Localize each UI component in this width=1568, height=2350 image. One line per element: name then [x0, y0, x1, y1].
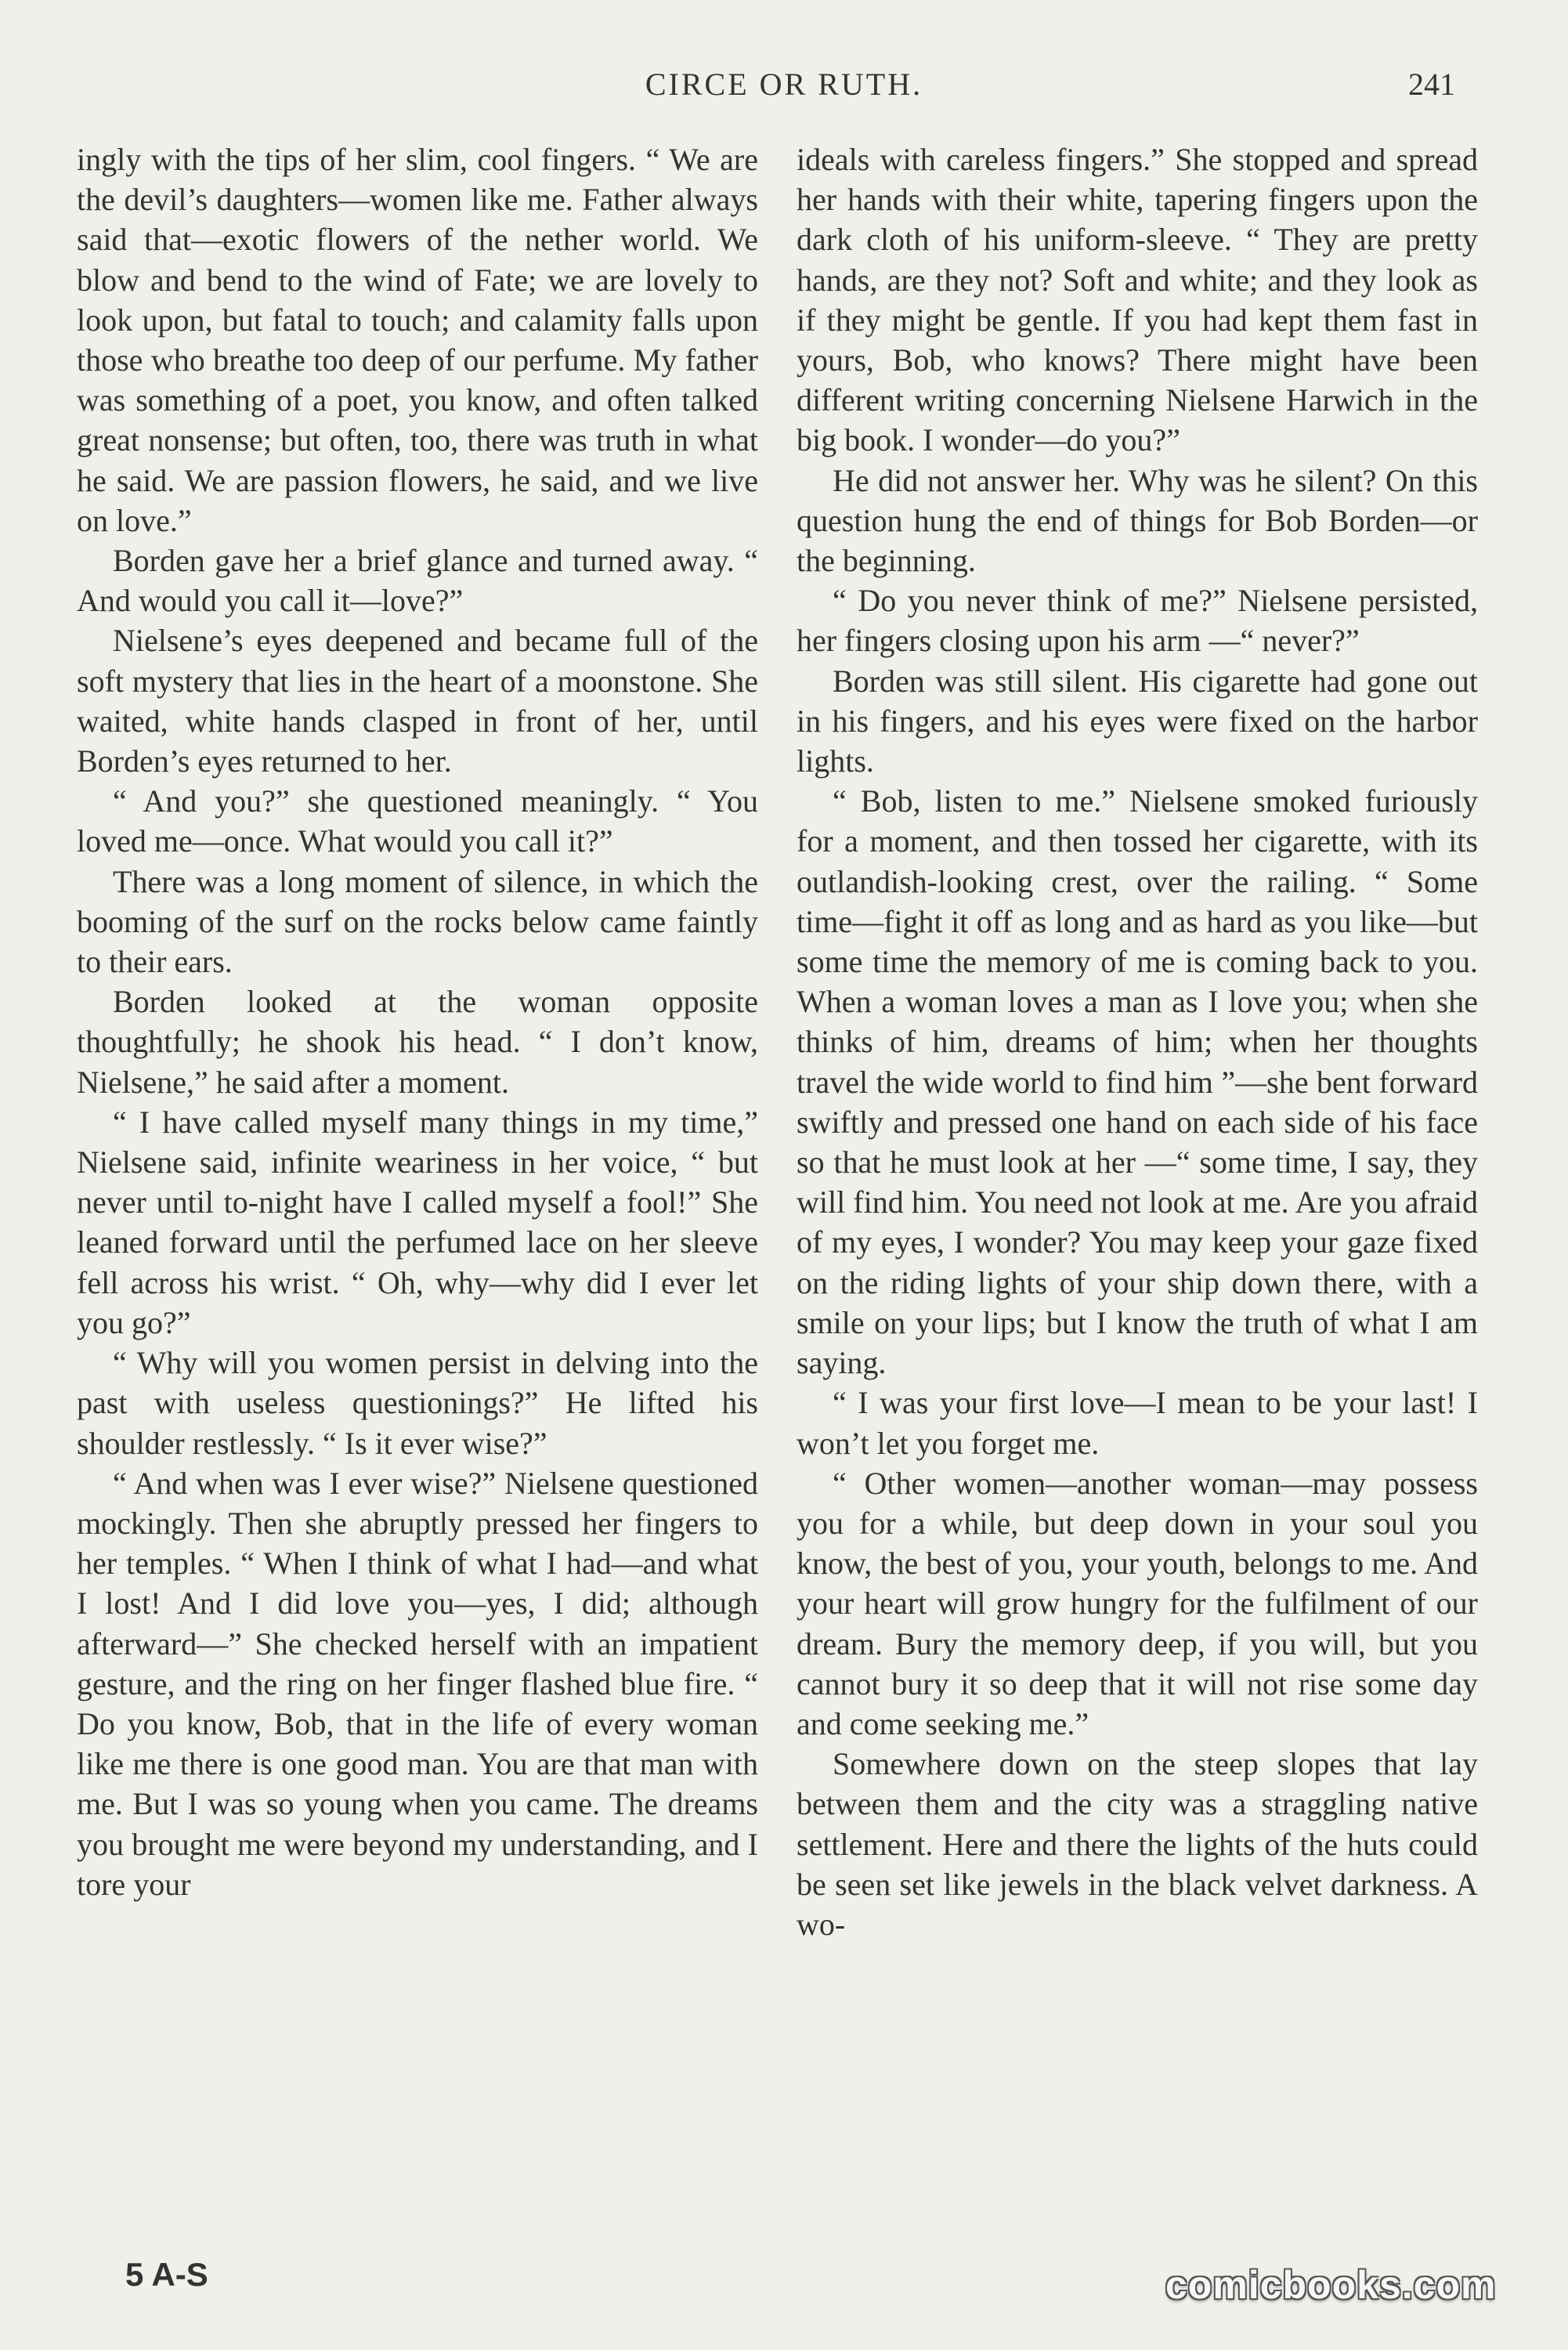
paragraph: There was a long moment of silence, in which the booming of the surf on the rocks below came faintly to their ears.: [77, 863, 758, 980]
paragraph: “ Why will you women persist in delving into the past with useless questionings?” He lifted his shoulder restlessly. “ Is it ever wise?”: [77, 1345, 758, 1461]
paragraph: “ Other women—another woman—may possess you for a while, but deep down in your soul you know, the best of you, your youth, belongs to me. And your heart will grow hungry for the fulfilment of our dream. Bury the memory deep, if you will, but you cannot bury it so deep that it will not rise some day and come seeking me.”: [797, 1465, 1478, 1741]
page-header: [0, 0, 1568, 133]
paragraph: He did not answer her. Why was he silent? On this question hung the end of things for Bob Borden—or the beginning.: [797, 462, 1478, 579]
paragraph: ideals with careless fingers.” She stopped and spread her hands with their white, tapering fingers upon the dark cloth of his uniform-sleeve. “ They are pretty hands, are they not? Soft and white; and they look as if they might be gentle. If you had kept them fast in yours, Bob, who knows? There might have been different writing concerning Nielsene Harwich in the big book. I wonder—do you?”: [797, 142, 1478, 458]
paragraph: “ I have called myself many things in my time,” Nielsene said, infinite weariness in her voice, “ but never until to-night have I called myself a fool!” She leaned forward until the perfumed lace on her sleeve fell across his wrist. “ Oh, why—why did I ever let you go?”: [77, 1104, 758, 1340]
paragraph: “ Bob, listen to me.” Nielsene smoked furiously for a moment, and then tossed her cigarette, with its outlandish-looking crest, over the railing. “ Some time—fight it off as long and as hard as you like—but some time the memory of me is coming back to you. When a woman loves a man as I love you; when she thinks of him, dreams of him; when her thoughts travel the wide world to find him ”—she bent forward swiftly and pressed one hand on each side of his face so that he must look at her —“ some time, I say, they will find him. You need not look at me. Are you afraid of my eyes, I wonder? You may keep your gaze fixed on the riding lights of your ship down there, with a smile on your lips; but I know the truth of what I am saying.: [797, 783, 1478, 1381]
page-number: 241: [1408, 67, 1455, 102]
paragraph: “ I was your first love—I mean to be your last! I won’t let you forget me.: [797, 1385, 1478, 1461]
paragraph: “ And when was I ever wise?” Nielsene questioned mockingly. Then she abruptly pressed her fingers to her temples. “ When I think of what I had—and what I lost! And I did love you—yes, I did; although afterward—” She checked herself with an impatient gesture, and the ring on her finger flashed blue fire. “ Do you know, Bob, that in the life of every woman like me there is one good man. You are that man with me. But I was so young when you came. The dreams you brought me were beyond my understanding, and I tore your: [77, 1465, 758, 1902]
paragraph: “ Do you never think of me?” Nielsene persisted, her fingers closing upon his arm —“ never?”: [797, 583, 1478, 659]
paragraph: Somewhere down on the steep slopes that lay between them and the city was a straggling native settlement. Here and there the lights of the huts could be seen set like jewels in the black velvet darkness. A wo-: [797, 1746, 1478, 1942]
running-title: CIRCE OR RUTH.: [645, 67, 923, 102]
right-column: [797, 139, 1478, 1944]
watermark: comicbooks.com: [1165, 2263, 1497, 2307]
paragraph: ingly with the tips of her slim, cool fingers. “ We are the devil’s daughters—women like me. Father always said that—exotic flowers of the nether world. We blow and bend to the wind of Fate; we are lovely to look upon, but fatal to touch; and calamity falls upon those who breathe too deep of our perfume. My father was something of a poet, you know, and often talked great nonsense; but often, too, there was truth in what he said. We are passion flowers, he said, and we live on love.”: [77, 142, 758, 538]
paragraph: Borden gave her a brief glance and turned away. “ And would you call it—love?”: [77, 543, 758, 619]
paragraph: “ And you?” she questioned meaningly. “ You loved me—once. What would you call it?”: [77, 783, 758, 859]
paragraph: Nielsene’s eyes deepened and became full of the soft mystery that lies in the heart of a moonstone. She waited, white hands clasped in front of her, until Borden’s eyes returned to her.: [77, 623, 758, 779]
left-column: [77, 139, 758, 1904]
paragraph: Borden looked at the woman opposite thoughtfully; he shook his head. “ I don’t know, Nielsene,” he said after a moment.: [77, 984, 758, 1100]
paragraph: Borden was still silent. His cigarette had gone out in his fingers, and his eyes were fixed on the harbor lights.: [797, 663, 1478, 779]
signature-mark: 5 A-S: [125, 2256, 208, 2293]
